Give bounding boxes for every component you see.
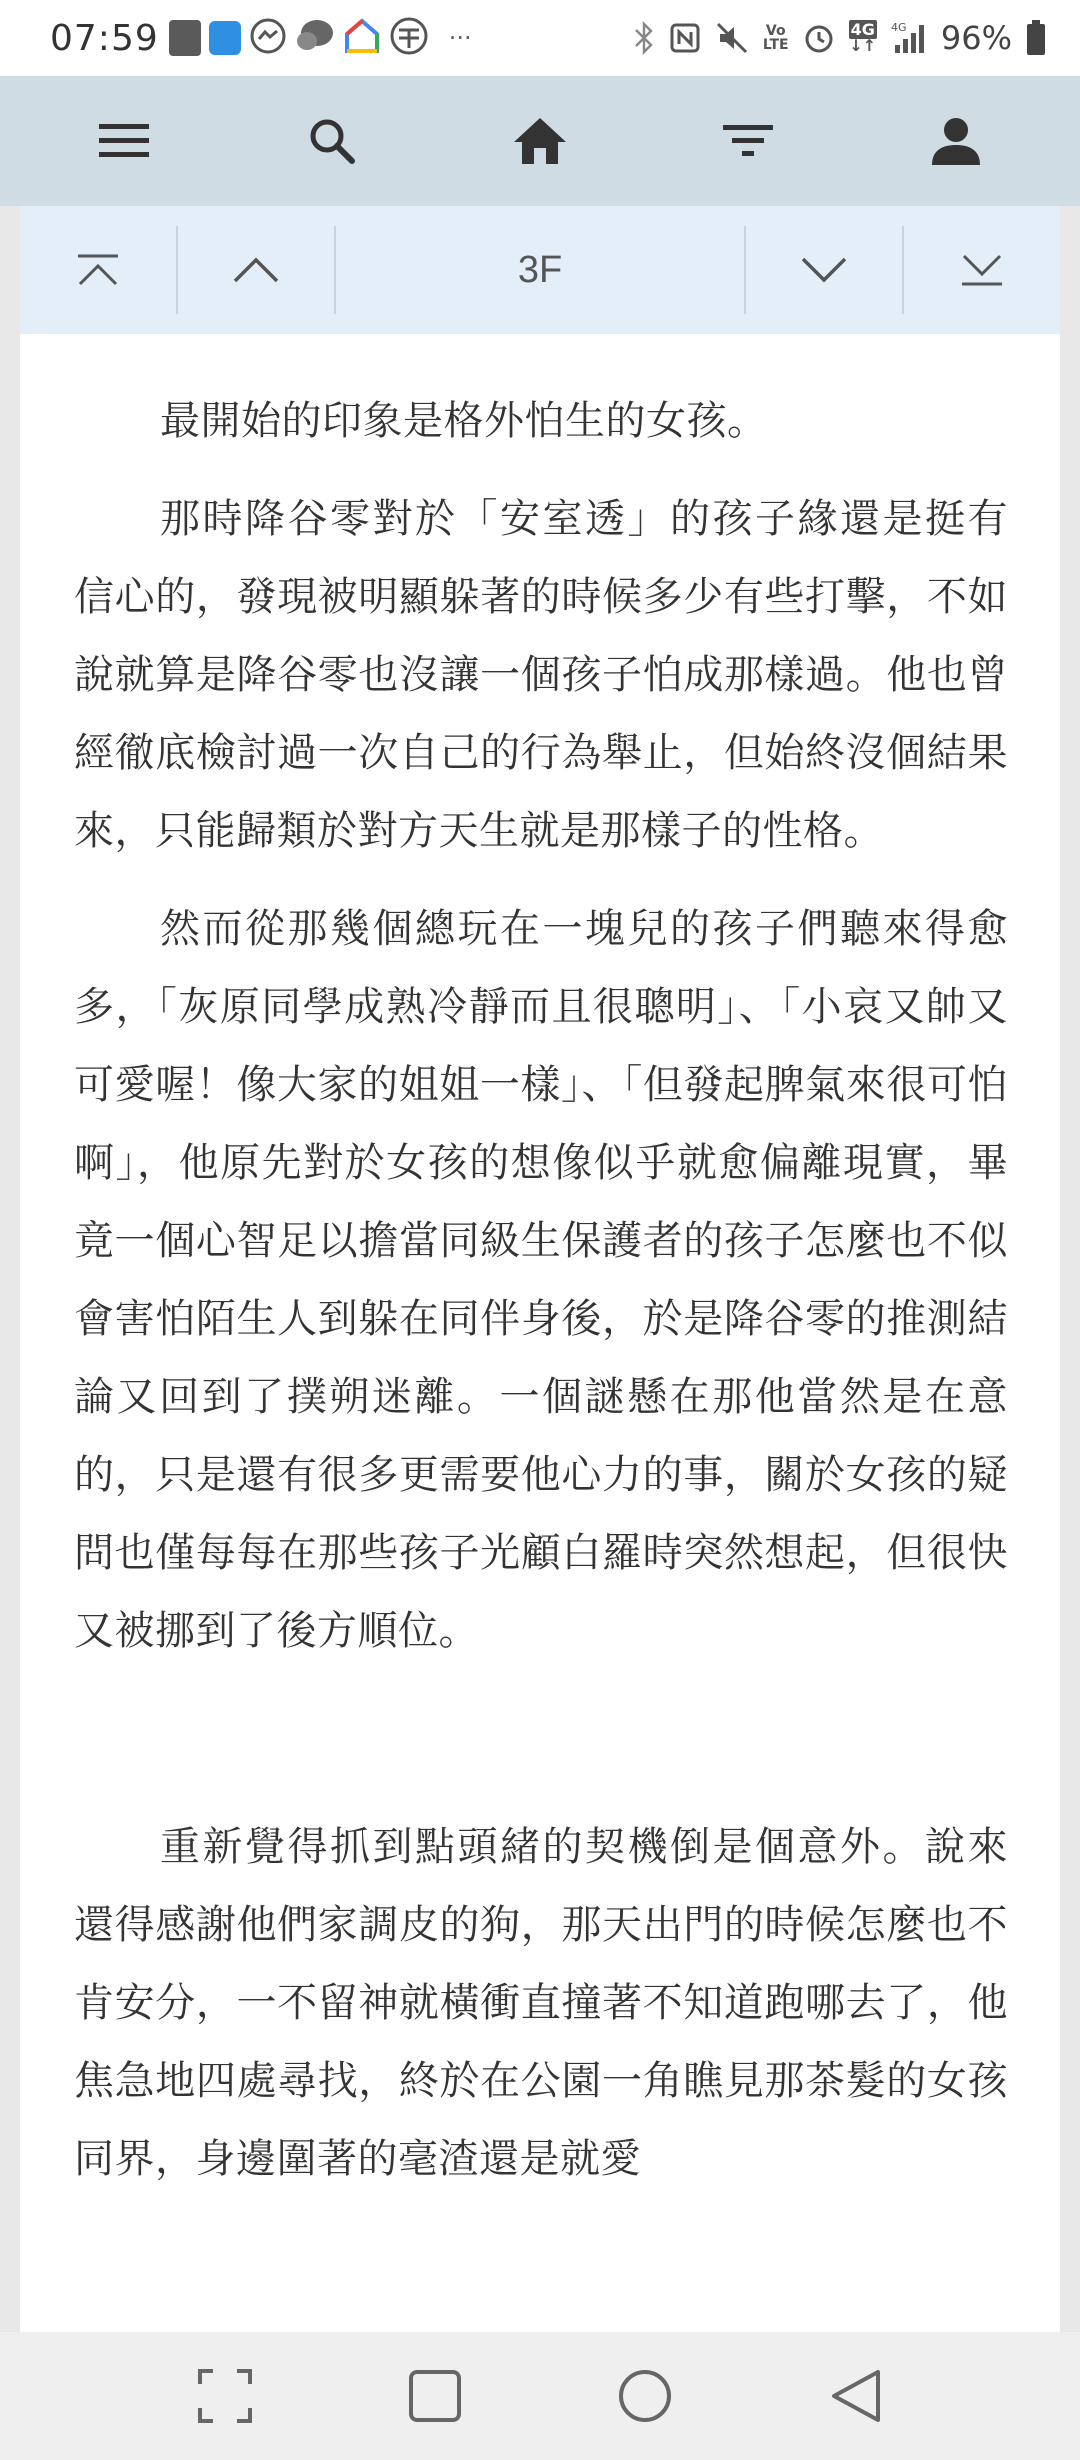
home-button-icon [617, 2368, 673, 2424]
bluetooth-icon [633, 21, 655, 55]
calendar-app-icon [209, 21, 241, 55]
first-floor-icon [76, 253, 120, 287]
search-icon [308, 117, 356, 165]
network-type-label: 4G [850, 20, 875, 39]
bible-app-icon [169, 20, 201, 56]
more-dots-icon: ··· [448, 24, 472, 52]
screenshot-button[interactable] [180, 2351, 270, 2441]
home-icon [512, 116, 568, 166]
home-button[interactable] [490, 91, 590, 191]
account-button[interactable] [906, 91, 1006, 191]
4g-data-icon: 4G ↓↑ [849, 20, 877, 55]
recent-apps-button[interactable] [390, 2351, 480, 2441]
status-bar [0, 0, 1080, 76]
battery-percentage: 96% [940, 19, 1012, 57]
post-office-icon [389, 16, 429, 60]
search-button[interactable] [282, 91, 382, 191]
account-icon [932, 117, 980, 165]
article-paragraph: 重新覺得抓到點頭緒的契機倒是個意外。說來還得感謝他們家調皮的狗，那天出門的時候怎麼也不肯安分，一不留神就橫衝直撞著不知道跑哪去了，他焦急地四處尋找，終於在公園一角瞧見那茶髮的女孩同界，身邊圍著的毫渣還是就愛 [74, 1824, 1008, 2182]
floor-label: 3F [517, 248, 563, 291]
chat-bubble-icon [295, 17, 335, 59]
next-floor-button[interactable] [746, 206, 902, 334]
last-floor-button[interactable] [904, 206, 1060, 334]
filter-icon [723, 123, 773, 159]
previous-floor-button[interactable] [178, 206, 334, 334]
screenshot-icon [197, 2368, 253, 2424]
volte-icon: Vo LTE [762, 23, 789, 53]
back-icon [828, 2368, 882, 2424]
article-body [20, 334, 1060, 2198]
status-icons [633, 19, 1046, 57]
battery-icon [1026, 20, 1046, 56]
status-time: 07:59 [50, 17, 159, 59]
notification-icons [169, 16, 472, 60]
last-floor-icon [960, 253, 1004, 287]
back-button[interactable] [810, 2351, 900, 2441]
app-bar [0, 76, 1080, 206]
signal-icon [891, 21, 927, 55]
article-paragraph: 那時降谷零對於「安室透」的孩子緣還是挺有信心的，發現被明顯躲著的時候多少有些打擊，不如說就算是降谷零也沒讓一個孩子怕成那樣過。他也曾經徹底檢討過一次自己的行為舉止，但始終沒個結果來，只能歸類於對方天生就是那樣子的性格。 [74, 496, 1008, 854]
floor-navigation [20, 206, 1060, 334]
filter-button[interactable] [698, 91, 798, 191]
post-card [20, 206, 1060, 2332]
nfc-icon [669, 22, 701, 54]
google-home-icon [343, 17, 381, 59]
menu-icon [99, 121, 149, 161]
system-navigation-bar [0, 2332, 1080, 2460]
section-gap [74, 1690, 1008, 1808]
messenger-icon [249, 17, 287, 59]
home-system-button[interactable] [600, 2351, 690, 2441]
svg-text:4G: 4G [890, 21, 907, 34]
recent-apps-icon [408, 2369, 462, 2423]
article-paragraph: 最開始的印象是格外怕生的女孩。 [160, 398, 768, 444]
first-floor-button[interactable] [20, 206, 176, 334]
menu-button[interactable] [74, 91, 174, 191]
article-paragraph: 然而從那幾個總玩在一塊兒的孩子們聽來得愈多，「灰原同學成熟冷靜而且很聰明」、「小哀又帥又可愛喔！像大家的姐姐一樣」、「但發起脾氣來很可怕啊」，他原先對於女孩的想像似乎就愈偏離現實，畢竟一個心智足以擔當同級生保護者的孩子怎麼也不似會害怕陌生人到躲在同伴身後，於是降谷零的推測結論又回到了撲朔迷離。一個謎懸在那他當然是在意的，只是還有很多更需要他心力的事，關於女孩的疑問也僅每每在那些孩子光顧白羅時突然想起，但很快又被挪到了後方順位。 [74, 906, 1008, 1654]
alarm-icon [803, 22, 835, 54]
previous-floor-icon [232, 256, 280, 284]
next-floor-icon [800, 256, 848, 284]
mute-icon [715, 21, 749, 55]
